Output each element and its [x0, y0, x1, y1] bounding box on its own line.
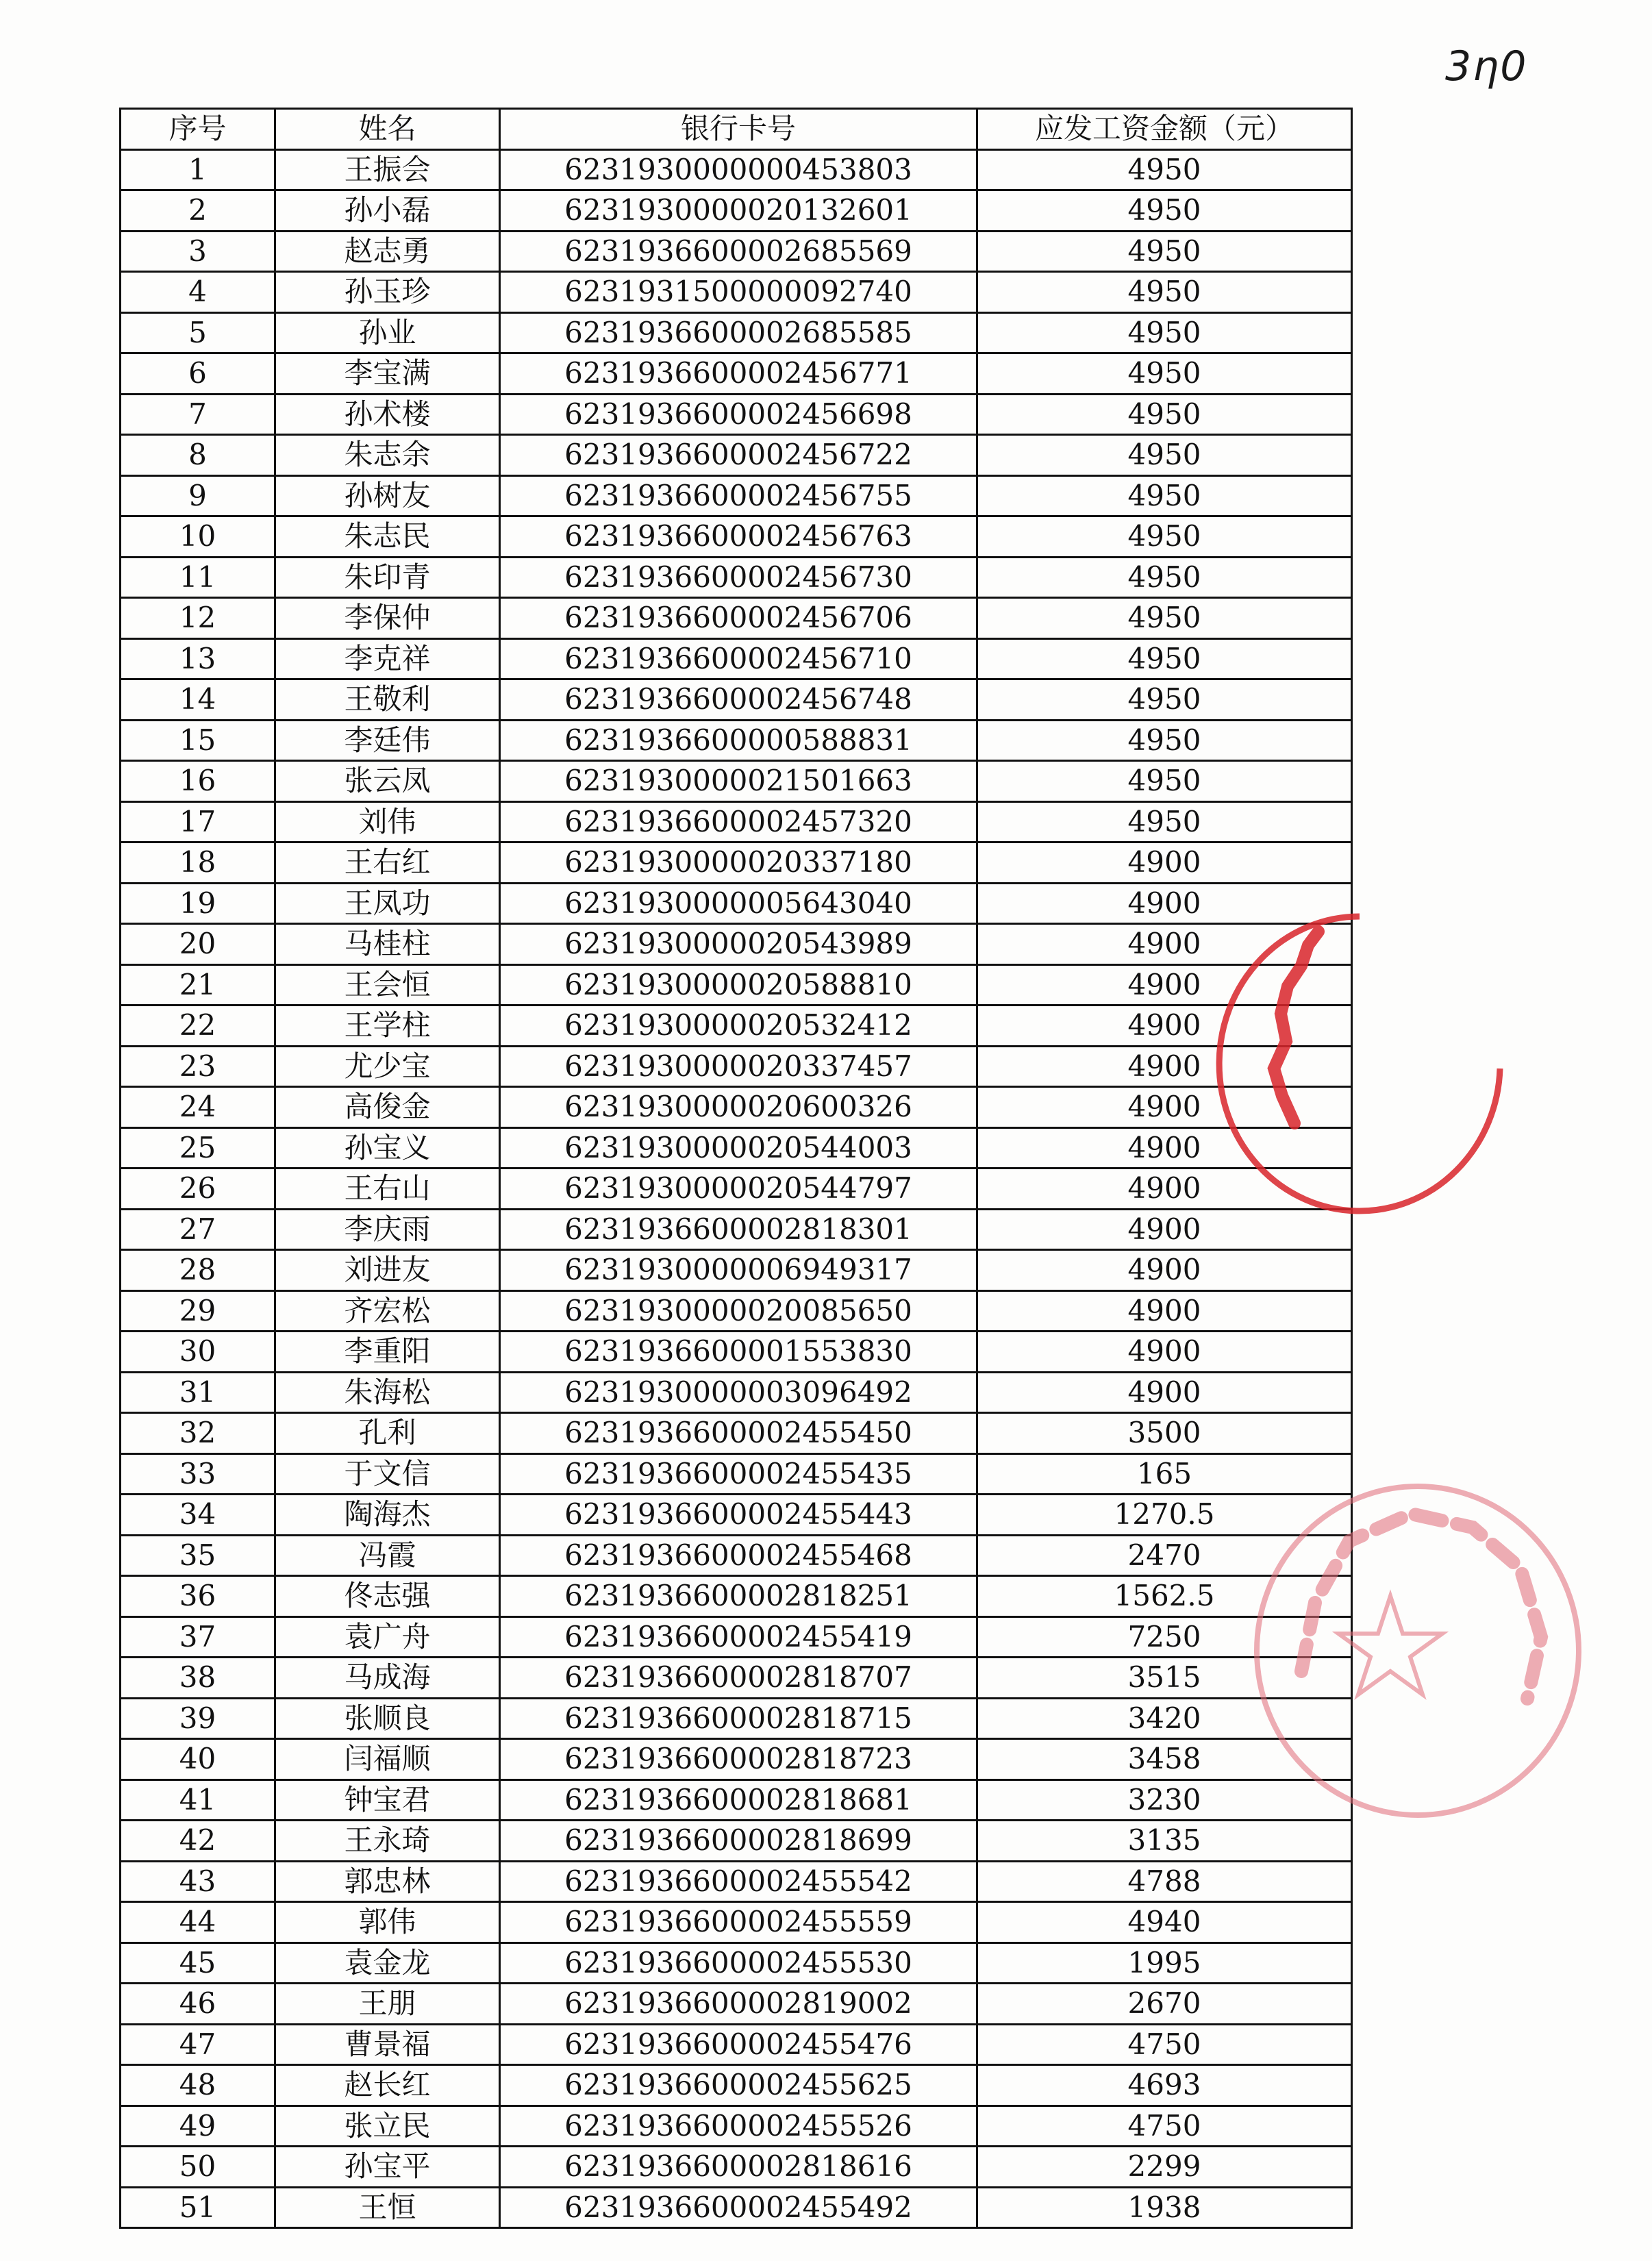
row-name: 王振会 [275, 149, 500, 190]
row-name: 孙业 [275, 312, 500, 353]
row-bank-card: 6231936600002818251 [500, 1576, 977, 1617]
table-row [121, 475, 1352, 516]
row-bank-card: 6231930000020544797 [500, 1169, 977, 1210]
table-row [121, 924, 1352, 965]
table-row [121, 1413, 1352, 1454]
table-row [121, 1453, 1352, 1495]
table-row [121, 679, 1352, 721]
row-name: 陶海杰 [275, 1495, 500, 1536]
row-name: 王右山 [275, 1169, 500, 1210]
row-serial-no: 24 [121, 1087, 275, 1128]
row-serial-no: 10 [121, 516, 275, 558]
row-salary-amount: 3500 [977, 1413, 1352, 1454]
row-bank-card: 6231930000020337457 [500, 1046, 977, 1087]
row-serial-no: 26 [121, 1169, 275, 1210]
row-name: 王恒 [275, 2187, 500, 2228]
row-bank-card: 6231930000020132601 [500, 190, 977, 232]
row-serial-no: 22 [121, 1005, 275, 1047]
row-bank-card: 6231936600002456748 [500, 679, 977, 721]
row-salary-amount: 4900 [977, 1087, 1352, 1128]
row-salary-amount: 3230 [977, 1779, 1352, 1821]
row-name: 王右红 [275, 842, 500, 884]
row-serial-no: 13 [121, 638, 275, 679]
table-row [121, 516, 1352, 558]
row-serial-no: 31 [121, 1372, 275, 1413]
header-serial-no: 序号 [121, 109, 275, 150]
row-name: 李庆雨 [275, 1209, 500, 1250]
payroll-table [119, 108, 1353, 2229]
row-bank-card: 6231936600002455450 [500, 1413, 977, 1454]
row-salary-amount: 1270.5 [977, 1495, 1352, 1536]
table-row [121, 1005, 1352, 1047]
row-bank-card: 6231936600002818681 [500, 1779, 977, 1821]
row-serial-no: 20 [121, 924, 275, 965]
row-bank-card: 6231936600002455443 [500, 1495, 977, 1536]
row-name: 孙树友 [275, 475, 500, 516]
row-bank-card: 6231931500000092740 [500, 272, 977, 313]
row-bank-card: 6231936600002455542 [500, 1861, 977, 1902]
row-name: 张立民 [275, 2106, 500, 2147]
row-salary-amount: 4950 [977, 272, 1352, 313]
row-salary-amount: 4900 [977, 1332, 1352, 1373]
row-bank-card: 6231936600002685585 [500, 312, 977, 353]
table-row [121, 1902, 1352, 1943]
row-name: 朱印青 [275, 557, 500, 598]
row-name: 王凤功 [275, 883, 500, 924]
table-row [121, 2024, 1352, 2065]
row-bank-card: 6231936600002456763 [500, 516, 977, 558]
row-name: 刘进友 [275, 1250, 500, 1291]
row-salary-amount: 4900 [977, 964, 1352, 1005]
row-name: 孔利 [275, 1413, 500, 1454]
table-row [121, 2147, 1352, 2188]
row-bank-card: 6231930000005643040 [500, 883, 977, 924]
row-name: 郭忠林 [275, 1861, 500, 1902]
row-serial-no: 32 [121, 1413, 275, 1454]
row-salary-amount: 4950 [977, 801, 1352, 842]
row-name: 朱志民 [275, 516, 500, 558]
row-name: 刘伟 [275, 801, 500, 842]
row-serial-no: 30 [121, 1332, 275, 1373]
row-salary-amount: 4950 [977, 149, 1352, 190]
row-bank-card: 6231936600002456698 [500, 394, 977, 435]
table-row [121, 842, 1352, 884]
table-row [121, 1821, 1352, 1862]
row-salary-amount: 4900 [977, 924, 1352, 965]
table-row [121, 883, 1352, 924]
row-serial-no: 18 [121, 842, 275, 884]
row-serial-no: 39 [121, 1698, 275, 1739]
row-serial-no: 6 [121, 353, 275, 395]
row-salary-amount: 4950 [977, 557, 1352, 598]
row-serial-no: 50 [121, 2147, 275, 2188]
row-salary-amount: 3515 [977, 1658, 1352, 1699]
row-bank-card: 6231936600002685569 [500, 231, 977, 272]
row-salary-amount: 4950 [977, 638, 1352, 679]
row-bank-card: 6231930000020337180 [500, 842, 977, 884]
table-row [121, 1290, 1352, 1332]
handwritten-page-mark: 3η0 [1445, 42, 1528, 90]
header-bank-card: 银行卡号 [500, 109, 977, 150]
row-name: 李克祥 [275, 638, 500, 679]
row-name: 孙玉珍 [275, 272, 500, 313]
table-row [121, 1698, 1352, 1739]
table-row [121, 231, 1352, 272]
row-salary-amount: 4900 [977, 1169, 1352, 1210]
table-header [121, 109, 1352, 150]
row-bank-card: 6231936600002819002 [500, 1984, 977, 2025]
row-bank-card: 6231930000020543989 [500, 924, 977, 965]
row-bank-card: 6231936600002455526 [500, 2106, 977, 2147]
row-serial-no: 37 [121, 1616, 275, 1658]
row-serial-no: 41 [121, 1779, 275, 1821]
row-name: 高俊金 [275, 1087, 500, 1128]
row-bank-card: 6231936600002818723 [500, 1739, 977, 1780]
row-serial-no: 29 [121, 1290, 275, 1332]
row-serial-no: 19 [121, 883, 275, 924]
row-bank-card: 6231936600002456730 [500, 557, 977, 598]
row-bank-card: 6231936600002455559 [500, 1902, 977, 1943]
row-bank-card: 6231936600002818616 [500, 2147, 977, 2188]
row-serial-no: 7 [121, 394, 275, 435]
table-row [121, 435, 1352, 476]
row-name: 孙宝平 [275, 2147, 500, 2188]
row-salary-amount: 4950 [977, 598, 1352, 639]
row-salary-amount: 4950 [977, 312, 1352, 353]
table-row [121, 1616, 1352, 1658]
row-salary-amount: 4940 [977, 1902, 1352, 1943]
table-row [121, 1576, 1352, 1617]
row-salary-amount: 4950 [977, 720, 1352, 761]
row-name: 朱海松 [275, 1372, 500, 1413]
row-salary-amount: 2470 [977, 1535, 1352, 1576]
row-bank-card: 6231930000020085650 [500, 1290, 977, 1332]
row-salary-amount: 4693 [977, 2065, 1352, 2106]
row-serial-no: 16 [121, 761, 275, 802]
row-name: 曹景福 [275, 2024, 500, 2065]
row-serial-no: 8 [121, 435, 275, 476]
row-serial-no: 1 [121, 149, 275, 190]
table-row [121, 1332, 1352, 1373]
row-name: 尤少宝 [275, 1046, 500, 1087]
row-serial-no: 33 [121, 1453, 275, 1495]
table-row [121, 801, 1352, 842]
row-salary-amount: 3135 [977, 1821, 1352, 1862]
row-bank-card: 6231936600002455530 [500, 1943, 977, 1984]
row-name: 钟宝君 [275, 1779, 500, 1821]
row-name: 郭伟 [275, 1902, 500, 1943]
row-salary-amount: 4900 [977, 1127, 1352, 1169]
row-name: 赵志勇 [275, 231, 500, 272]
row-name: 王朋 [275, 1984, 500, 2025]
row-salary-amount: 4950 [977, 353, 1352, 395]
table-row [121, 761, 1352, 802]
table-row [121, 1984, 1352, 2025]
row-serial-no: 48 [121, 2065, 275, 2106]
row-salary-amount: 4900 [977, 1005, 1352, 1047]
row-serial-no: 45 [121, 1943, 275, 1984]
row-salary-amount: 4950 [977, 516, 1352, 558]
row-salary-amount: 4900 [977, 883, 1352, 924]
row-salary-amount: 4900 [977, 1209, 1352, 1250]
table-row [121, 149, 1352, 190]
row-bank-card: 6231936600002818699 [500, 1821, 977, 1862]
table-row [121, 1372, 1352, 1413]
table-body [121, 149, 1352, 2228]
row-bank-card: 6231930000020544003 [500, 1127, 977, 1169]
row-serial-no: 35 [121, 1535, 275, 1576]
row-serial-no: 44 [121, 1902, 275, 1943]
row-name: 李重阳 [275, 1332, 500, 1373]
table-row [121, 2187, 1352, 2228]
table-row [121, 1127, 1352, 1169]
row-serial-no: 47 [121, 2024, 275, 2065]
header-name: 姓名 [275, 109, 500, 150]
row-serial-no: 36 [121, 1576, 275, 1617]
row-serial-no: 23 [121, 1046, 275, 1087]
table-row [121, 1658, 1352, 1699]
row-name: 王永琦 [275, 1821, 500, 1862]
row-salary-amount: 4950 [977, 231, 1352, 272]
row-serial-no: 21 [121, 964, 275, 1005]
table-row [121, 1535, 1352, 1576]
table-row [121, 190, 1352, 232]
row-salary-amount: 4900 [977, 1290, 1352, 1332]
row-name: 齐宏松 [275, 1290, 500, 1332]
row-serial-no: 4 [121, 272, 275, 313]
row-salary-amount: 4900 [977, 1046, 1352, 1087]
row-salary-amount: 4950 [977, 761, 1352, 802]
table-row [121, 1779, 1352, 1821]
row-name: 马桂柱 [275, 924, 500, 965]
table-row [121, 598, 1352, 639]
row-serial-no: 2 [121, 190, 275, 232]
row-serial-no: 12 [121, 598, 275, 639]
row-name: 闫福顺 [275, 1739, 500, 1780]
table-row [121, 1495, 1352, 1536]
row-serial-no: 27 [121, 1209, 275, 1250]
row-bank-card: 6231930000020588810 [500, 964, 977, 1005]
row-bank-card: 6231936600002456722 [500, 435, 977, 476]
row-name: 朱志余 [275, 435, 500, 476]
row-bank-card: 6231936600002456706 [500, 598, 977, 639]
row-name: 孙小磊 [275, 190, 500, 232]
table-row [121, 2106, 1352, 2147]
row-salary-amount: 3420 [977, 1698, 1352, 1739]
row-serial-no: 51 [121, 2187, 275, 2228]
row-bank-card: 6231930000006949317 [500, 1250, 977, 1291]
row-bank-card: 6231936600002455419 [500, 1616, 977, 1658]
row-serial-no: 43 [121, 1861, 275, 1902]
table-row [121, 1087, 1352, 1128]
row-bank-card: 6231936600002818715 [500, 1698, 977, 1739]
row-serial-no: 28 [121, 1250, 275, 1291]
row-name: 于文信 [275, 1453, 500, 1495]
row-bank-card: 6231936600002455625 [500, 2065, 977, 2106]
row-serial-no: 5 [121, 312, 275, 353]
row-serial-no: 17 [121, 801, 275, 842]
table-row [121, 353, 1352, 395]
table-row [121, 638, 1352, 679]
row-bank-card: 6231936600001553830 [500, 1332, 977, 1373]
row-name: 佟志强 [275, 1576, 500, 1617]
row-salary-amount: 4900 [977, 1372, 1352, 1413]
row-serial-no: 15 [121, 720, 275, 761]
row-name: 王学柱 [275, 1005, 500, 1047]
row-salary-amount: 4750 [977, 2106, 1352, 2147]
row-bank-card: 6231936600002455435 [500, 1453, 977, 1495]
row-salary-amount: 7250 [977, 1616, 1352, 1658]
table-row [121, 1169, 1352, 1210]
row-serial-no: 34 [121, 1495, 275, 1536]
row-salary-amount: 2670 [977, 1984, 1352, 2025]
row-bank-card: 6231936600002456771 [500, 353, 977, 395]
row-salary-amount: 4900 [977, 842, 1352, 884]
row-bank-card: 6231936600002818707 [500, 1658, 977, 1699]
table-row [121, 720, 1352, 761]
row-bank-card: 6231936600002818301 [500, 1209, 977, 1250]
row-name: 赵长红 [275, 2065, 500, 2106]
header-salary-amount: 应发工资金额（元） [977, 109, 1352, 150]
table-row [121, 312, 1352, 353]
row-name: 孙宝义 [275, 1127, 500, 1169]
row-salary-amount: 1995 [977, 1943, 1352, 1984]
row-salary-amount: 1562.5 [977, 1576, 1352, 1617]
row-name: 张云凤 [275, 761, 500, 802]
table-row [121, 1861, 1352, 1902]
seal-star-icon [1338, 1596, 1442, 1695]
row-serial-no: 25 [121, 1127, 275, 1169]
row-name: 李保仲 [275, 598, 500, 639]
row-salary-amount: 2299 [977, 2147, 1352, 2188]
row-bank-card: 6231936600002456710 [500, 638, 977, 679]
table-row [121, 272, 1352, 313]
table-row [121, 1250, 1352, 1291]
row-bank-card: 6231930000020532412 [500, 1005, 977, 1047]
row-name: 冯霞 [275, 1535, 500, 1576]
row-serial-no: 11 [121, 557, 275, 598]
table-row [121, 964, 1352, 1005]
row-serial-no: 3 [121, 231, 275, 272]
row-bank-card: 6231930000020600326 [500, 1087, 977, 1128]
row-name: 李廷伟 [275, 720, 500, 761]
row-salary-amount: 4950 [977, 435, 1352, 476]
row-serial-no: 49 [121, 2106, 275, 2147]
table-row [121, 394, 1352, 435]
row-name: 袁广舟 [275, 1616, 500, 1658]
row-name: 李宝满 [275, 353, 500, 395]
row-salary-amount: 3458 [977, 1739, 1352, 1780]
row-name: 王敬利 [275, 679, 500, 721]
table-row [121, 1209, 1352, 1250]
row-bank-card: 6231936600002456755 [500, 475, 977, 516]
row-bank-card: 6231936600002455476 [500, 2024, 977, 2065]
table-row [121, 1046, 1352, 1087]
row-serial-no: 38 [121, 1658, 275, 1699]
row-bank-card: 6231936600000588831 [500, 720, 977, 761]
row-serial-no: 40 [121, 1739, 275, 1780]
row-name: 张顺良 [275, 1698, 500, 1739]
row-serial-no: 14 [121, 679, 275, 721]
table-row [121, 1943, 1352, 1984]
row-salary-amount: 4950 [977, 190, 1352, 232]
row-salary-amount: 4788 [977, 1861, 1352, 1902]
row-name: 马成海 [275, 1658, 500, 1699]
row-bank-card: 6231936600002455492 [500, 2187, 977, 2228]
row-salary-amount: 4750 [977, 2024, 1352, 2065]
row-name: 孙术楼 [275, 394, 500, 435]
row-salary-amount: 1938 [977, 2187, 1352, 2228]
row-serial-no: 9 [121, 475, 275, 516]
row-name: 王会恒 [275, 964, 500, 1005]
row-serial-no: 42 [121, 1821, 275, 1862]
row-bank-card: 6231936600002457320 [500, 801, 977, 842]
row-serial-no: 46 [121, 1984, 275, 2025]
table-row [121, 1739, 1352, 1780]
row-salary-amount: 4900 [977, 1250, 1352, 1291]
row-salary-amount: 4950 [977, 475, 1352, 516]
table-row [121, 2065, 1352, 2106]
row-salary-amount: 4950 [977, 394, 1352, 435]
row-bank-card: 6231936600002455468 [500, 1535, 977, 1576]
header-row [121, 109, 1352, 150]
row-bank-card: 6231930000003096492 [500, 1372, 977, 1413]
row-bank-card: 6231930000000453803 [500, 149, 977, 190]
row-name: 袁金龙 [275, 1943, 500, 1984]
row-salary-amount: 4950 [977, 679, 1352, 721]
table-row [121, 557, 1352, 598]
row-salary-amount: 165 [977, 1453, 1352, 1495]
row-bank-card: 6231930000021501663 [500, 761, 977, 802]
